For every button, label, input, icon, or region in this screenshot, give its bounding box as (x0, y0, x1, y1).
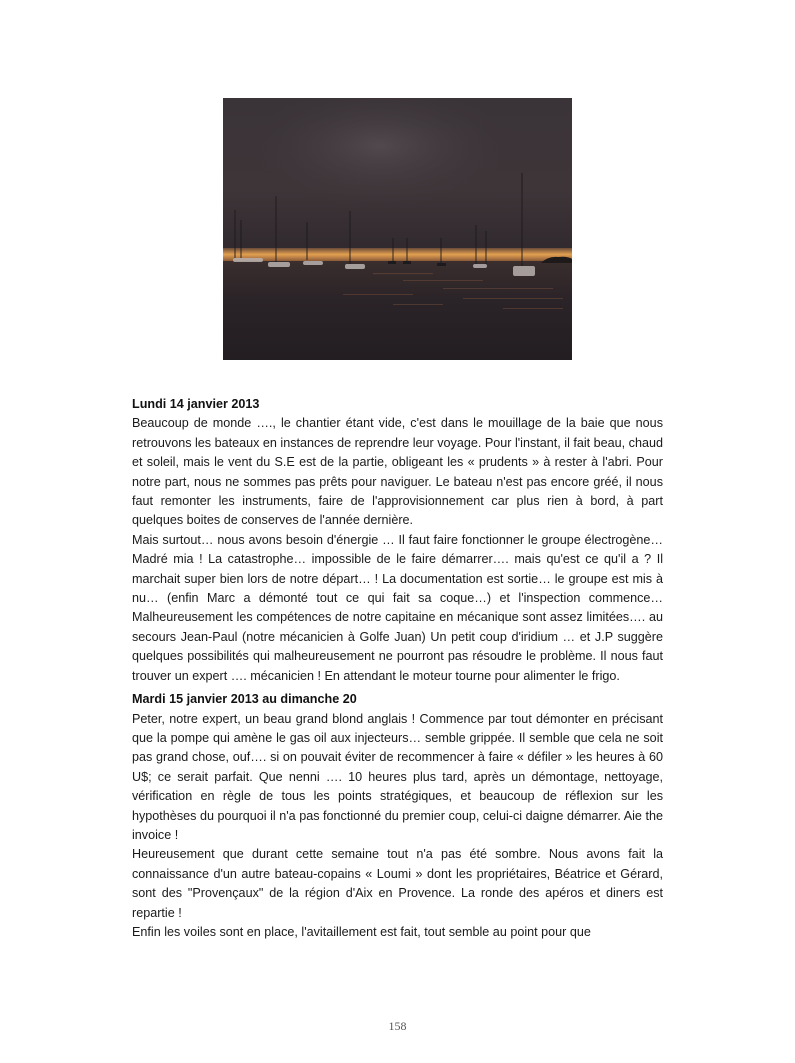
journal-entry-monday-14 (132, 395, 663, 686)
journal-text (132, 395, 663, 942)
cloud-highlight (223, 98, 572, 258)
entry-heading: Mardi 15 janvier 2013 au dimanche 20 (132, 692, 357, 707)
entry-paragraph: Mais surtout… nous avons besoin d'énergie … Il faut faire fonctionner le groupe électrogène… Madré mia ! La catastrophe… impossible de le faire démarrer…. mais qu'est ce qu'il a ? Il marchait super bien lors de notre départ… ! La documentation est sortie… le groupe est mis à nu… (enfin Marc a démonté tout ce qui fait sa coque…) et l'inspection commence… Malheureusement les compétences de notre capitaine en mécanique sont assez limitées…. au secours Jean-Paul (notre mécanicien à Golfe Juan) Un petit coup d'iridium … et J.P suggère quelques possibilités qui malheureusement ne pourront pas résoudre le problème. Il nous faut trouver un expert …. mécanicien ! En attendant le moteur tourne pour alimenter le frigo. (132, 532, 663, 683)
entry-heading: Lundi 14 janvier 2013 (132, 397, 260, 411)
entry-paragraph: Peter, notre expert, un beau grand blond anglais ! Commence par tout démonter en précisant que la pompe qui amène le gas oil aux injecteurs… semble grippée. Il semble que cela ne soit pas grand chose, ouf…. si on pouvait éviter de recommencer à faire « défiler » les heures à 60 U$; ce serait parfait. Que nenni …. 10 heures plus tard, après un démontage, nettoyage, vérification en règle de tous les points stratégiques, et beaucoup de réflexion sur les hypothèses du pourquoi il n'a pas fonctionné du premier coup, celui-ci daigne démarrer. Aie the invoice ! (132, 711, 663, 842)
entry-paragraph: Enfin les voiles sont en place, l'avitaillement est fait, tout semble au point pour que (132, 924, 591, 939)
horizon-glow (223, 248, 572, 261)
photo-illustration (223, 98, 572, 360)
anchorage-storm-photo (223, 98, 572, 360)
journal-entry-tuesday-15-to-sunday-20 (132, 690, 663, 942)
entry-paragraph: Heureusement que durant cette semaine tout n'a pas été sombre. Nous avons fait la connaissance d'un autre bateau-copains « Loumi » dont les propriétaires, Béatrice et Gérard, sont des "Provençaux" de la région d'Aix en Provence. La ronde des apéros et diners est repartie ! (132, 847, 663, 920)
entry-paragraph: Beaucoup de monde …., le chantier étant vide, c'est dans le mouillage de la baie que nous retrouvons les bateaux en instances de reprendre leur voyage. Pour l'instant, il fait beau, chaud et soleil, mais le vent du S.E est de la partie, obligeant les « prudents » à rester à l'abri. Pour notre part, nous ne sommes pas prêts pour naviguer. Le bateau n'est pas encore gréé, il nous faut remonter les instruments, faire de l'approvisionnement car plus rien à bord, à part quelques boites de conserves de l'année dernière. (132, 416, 663, 528)
page-number: 158 (388, 1019, 407, 1033)
